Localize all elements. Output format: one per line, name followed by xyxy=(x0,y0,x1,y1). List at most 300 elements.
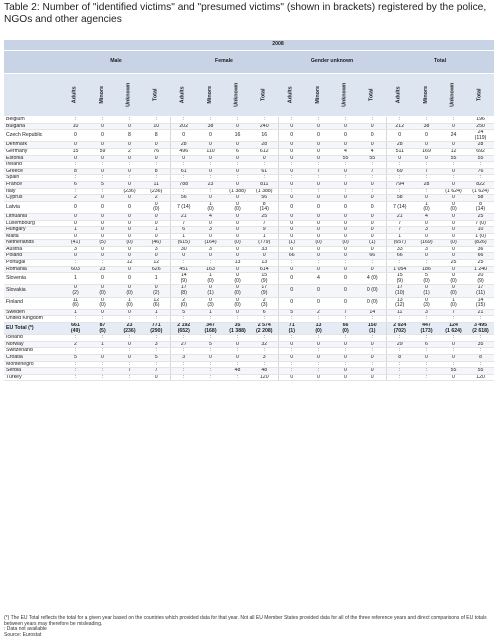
value-cell: 0 xyxy=(62,213,89,220)
value-cell: 5 xyxy=(89,181,116,188)
country-name: France xyxy=(4,181,62,188)
value-cell: 0 xyxy=(197,233,224,240)
value-cell: : xyxy=(197,361,224,368)
value-cell: 23 (236) xyxy=(116,323,143,335)
value-cell: 0 xyxy=(440,233,467,240)
value-cell: : xyxy=(440,316,467,323)
value-cell: : xyxy=(440,175,467,182)
value-cell: 0 xyxy=(89,253,116,260)
value-cell: 0 xyxy=(278,220,305,227)
value-cell: 0 xyxy=(143,233,170,240)
value-cell: : xyxy=(224,335,251,342)
value-cell: : xyxy=(62,117,89,124)
value-cell: 0 xyxy=(224,253,251,260)
value-cell: : xyxy=(197,188,224,195)
value-cell: 28 xyxy=(467,142,494,149)
value-cell: 0 (0) xyxy=(224,273,251,285)
value-cell: : xyxy=(359,361,386,368)
subcolumn-label: Adults xyxy=(395,86,402,104)
value-cell: : xyxy=(440,335,467,342)
value-cell: : xyxy=(89,316,116,323)
value-cell: : xyxy=(332,188,359,195)
value-cell: 0 xyxy=(332,253,359,260)
subcolumn-header-unknown xyxy=(224,74,251,117)
table-row xyxy=(4,148,494,155)
value-cell: 15 (9) xyxy=(386,273,413,285)
value-cell: 25 xyxy=(251,213,278,220)
value-cell: 7 xyxy=(359,168,386,175)
value-cell: 66 (0) xyxy=(332,323,359,335)
value-cell: 0 xyxy=(89,201,116,213)
value-cell: : xyxy=(224,361,251,368)
value-cell: : xyxy=(305,162,332,169)
value-cell: 24 (119) xyxy=(467,130,494,142)
subcolumn-label: Total xyxy=(260,88,267,102)
value-cell: 17 (10) xyxy=(386,285,413,297)
value-cell: : xyxy=(278,335,305,342)
value-cell: 55 xyxy=(440,368,467,375)
value-cell: 0 xyxy=(440,181,467,188)
value-cell: 0 xyxy=(440,266,467,273)
subcolumn-label: Unknown xyxy=(449,82,456,108)
value-cell: 0 xyxy=(305,148,332,155)
value-cell: : xyxy=(116,117,143,124)
value-cell: 0 (3) xyxy=(197,297,224,309)
value-cell: 0 xyxy=(278,130,305,142)
value-cell: : xyxy=(440,348,467,355)
value-cell: 30 xyxy=(170,246,197,253)
value-cell: 603 xyxy=(62,266,89,273)
country-name: Hungary xyxy=(4,227,62,234)
value-cell: 0 xyxy=(305,246,332,253)
value-cell: 33 xyxy=(251,246,278,253)
value-cell: 3 xyxy=(251,354,278,361)
value-cell: 0 xyxy=(224,195,251,202)
value-cell: : xyxy=(116,162,143,169)
value-cell: 66 xyxy=(386,253,413,260)
value-cell: 48 xyxy=(251,368,278,375)
value-cell: 6 xyxy=(251,309,278,316)
value-cell: 0 xyxy=(116,253,143,260)
value-cell: : xyxy=(197,117,224,124)
value-cell: 0 xyxy=(305,285,332,297)
value-cell: : xyxy=(440,117,467,124)
value-cell: : xyxy=(197,335,224,342)
value-cell: 21 xyxy=(170,213,197,220)
value-cell: 7 xyxy=(332,309,359,316)
value-cell: : xyxy=(413,335,440,342)
table-row xyxy=(4,368,494,375)
table-row xyxy=(4,155,494,162)
header-corner xyxy=(4,51,62,74)
value-cell: 12 xyxy=(440,148,467,155)
value-cell: 0 (0) xyxy=(224,285,251,297)
value-cell: : xyxy=(89,361,116,368)
value-cell: 451 xyxy=(170,266,197,273)
value-cell: 0 xyxy=(197,130,224,142)
value-cell: 0 xyxy=(278,341,305,348)
value-cell: 0 (0) xyxy=(359,297,386,309)
value-cell: : xyxy=(116,361,143,368)
value-cell: 0 xyxy=(305,233,332,240)
value-cell: 0 xyxy=(332,201,359,213)
value-cell: 0 xyxy=(440,246,467,253)
value-cell: : xyxy=(224,348,251,355)
value-cell: 0 xyxy=(305,266,332,273)
value-cell: 0 xyxy=(116,354,143,361)
country-name: EU Total (*) xyxy=(4,323,62,335)
value-cell: 1 xyxy=(89,341,116,348)
value-cell: 0 xyxy=(305,142,332,149)
value-cell: 4 (0) xyxy=(359,273,386,285)
value-cell: 0 xyxy=(332,213,359,220)
header-corner xyxy=(4,40,62,51)
subcolumn-header-adults xyxy=(386,74,413,117)
value-cell: 0 (0) xyxy=(224,201,251,213)
value-cell: 120 xyxy=(467,374,494,381)
value-cell: 1 xyxy=(143,273,170,285)
value-cell: 4 xyxy=(197,213,224,220)
value-cell: 4 xyxy=(413,213,440,220)
value-cell: : xyxy=(278,175,305,182)
value-cell: 0 xyxy=(143,155,170,162)
value-cell: 7 xyxy=(143,368,170,375)
table-row xyxy=(4,335,494,342)
value-cell: 0 xyxy=(413,142,440,149)
value-cell: 0 (0) xyxy=(143,201,170,213)
subcolumn-header-adults xyxy=(278,74,305,117)
value-cell: 0 xyxy=(62,233,89,240)
country-name: Switzerland xyxy=(4,348,62,355)
value-cell: 0 xyxy=(332,233,359,240)
value-cell: 0 xyxy=(305,213,332,220)
value-cell: 28 xyxy=(386,142,413,149)
value-cell: : xyxy=(467,162,494,169)
value-cell: : xyxy=(413,316,440,323)
table-title: Table 2: Number of "identified victims" and "presumed victims" (shown in brackets) registered by the police, NGOs and other agencies xyxy=(4,2,487,25)
value-cell: 0 xyxy=(332,341,359,348)
value-cell: : xyxy=(440,361,467,368)
value-cell: 0 xyxy=(278,227,305,234)
value-cell: 59 xyxy=(89,148,116,155)
value-cell: 1 240 xyxy=(467,266,494,273)
value-cell: 196 xyxy=(467,117,494,124)
value-cell: 17 (11) xyxy=(467,285,494,297)
table-row xyxy=(4,181,494,188)
subcolumn-label: Total xyxy=(368,88,375,102)
value-cell: 0 xyxy=(413,220,440,227)
value-cell: 55 xyxy=(467,368,494,375)
value-cell: 3 xyxy=(197,227,224,234)
value-cell: 0 xyxy=(197,195,224,202)
table-row xyxy=(4,168,494,175)
value-cell: : xyxy=(386,117,413,124)
value-cell: 0 (3) xyxy=(413,297,440,309)
value-cell: 0 xyxy=(224,354,251,361)
subcolumn-label: Adults xyxy=(287,86,294,104)
value-cell: 3 xyxy=(62,246,89,253)
subcolumn-label: Minors xyxy=(422,86,429,104)
value-cell: 614 xyxy=(251,266,278,273)
value-cell: : xyxy=(170,188,197,195)
value-cell: 5 xyxy=(278,309,305,316)
value-cell: : xyxy=(386,260,413,267)
value-cell: 511 xyxy=(386,148,413,155)
value-cell: 2 xyxy=(62,195,89,202)
value-cell: 0 xyxy=(278,233,305,240)
value-cell: 9 xyxy=(251,227,278,234)
value-cell: (1) xyxy=(278,240,305,247)
value-cell: 0 xyxy=(278,374,305,381)
value-cell: 8 xyxy=(62,168,89,175)
value-cell: 120 xyxy=(251,374,278,381)
value-cell: : xyxy=(89,188,116,195)
value-cell: : xyxy=(143,175,170,182)
value-cell: 23 xyxy=(197,181,224,188)
value-cell: : xyxy=(224,117,251,124)
value-cell: : xyxy=(197,162,224,169)
value-cell: 21 xyxy=(467,309,494,316)
country-name: Greece xyxy=(4,168,62,175)
table-row xyxy=(4,213,494,220)
value-cell: : xyxy=(143,117,170,124)
value-cell: 55 xyxy=(359,155,386,162)
value-cell: 0 (0) xyxy=(224,297,251,309)
value-cell: 6 xyxy=(224,148,251,155)
value-cell: 202 xyxy=(170,123,197,130)
value-cell: 186 xyxy=(413,266,440,273)
value-cell: 0 xyxy=(332,130,359,142)
value-cell: 3 xyxy=(143,246,170,253)
table-row xyxy=(4,273,494,285)
value-cell: 7 xyxy=(386,220,413,227)
value-cell: 2 192 (652) xyxy=(170,323,197,335)
value-cell: 13 (12) xyxy=(386,297,413,309)
value-cell: 8 (14) xyxy=(251,201,278,213)
value-cell: : xyxy=(197,374,224,381)
value-cell: 0 xyxy=(251,155,278,162)
value-cell: 0 xyxy=(332,195,359,202)
value-cell: 66 xyxy=(359,253,386,260)
value-cell: 12 (6) xyxy=(143,297,170,309)
value-cell: 0 xyxy=(359,220,386,227)
value-cell: 0 xyxy=(440,227,467,234)
value-cell: 0 xyxy=(278,246,305,253)
value-cell: 0 xyxy=(278,266,305,273)
value-cell: 0 xyxy=(89,220,116,227)
value-cell: 1 (0) xyxy=(413,201,440,213)
value-cell: 25 xyxy=(467,260,494,267)
value-cell: 0 xyxy=(359,123,386,130)
subcolumn-header-unknown xyxy=(332,74,359,117)
table-row xyxy=(4,374,494,381)
value-cell: 0 xyxy=(116,273,143,285)
value-cell: 0 xyxy=(116,181,143,188)
value-cell: 12 xyxy=(143,260,170,267)
country-name: Netherlands xyxy=(4,240,62,247)
value-cell: : xyxy=(116,316,143,323)
value-cell: (1) xyxy=(359,240,386,247)
value-cell: 0 xyxy=(89,273,116,285)
value-cell: 0 xyxy=(278,142,305,149)
value-cell: 0 xyxy=(413,155,440,162)
value-cell: : xyxy=(278,162,305,169)
table-row xyxy=(4,260,494,267)
value-cell: : xyxy=(224,316,251,323)
value-cell: 7 xyxy=(170,220,197,227)
value-cell: : xyxy=(89,368,116,375)
value-cell: 3 xyxy=(413,246,440,253)
value-cell: 17 (9) xyxy=(251,285,278,297)
value-cell: (5) xyxy=(89,240,116,247)
table-row xyxy=(4,220,494,227)
country-name: Malta xyxy=(4,233,62,240)
value-cell: 2 xyxy=(143,195,170,202)
value-cell: 55 xyxy=(332,155,359,162)
value-cell: 692 xyxy=(467,148,494,155)
value-cell: 2 xyxy=(116,148,143,155)
value-cell: 71 (1) xyxy=(278,323,305,335)
value-cell: 0 xyxy=(413,233,440,240)
value-cell: 15 xyxy=(62,148,89,155)
value-cell: : xyxy=(197,348,224,355)
value-cell: 0 xyxy=(359,368,386,375)
subcolumn-header-total xyxy=(359,74,386,117)
value-cell: 0 xyxy=(278,273,305,285)
country-name: United Kingdom xyxy=(4,316,62,323)
value-cell: 0 xyxy=(359,213,386,220)
value-cell: (164) xyxy=(197,240,224,247)
value-cell: : xyxy=(413,260,440,267)
value-cell: 0 xyxy=(332,273,359,285)
value-cell: 788 xyxy=(170,181,197,188)
value-cell: 0 (0) xyxy=(89,285,116,297)
country-name: Denmark xyxy=(4,142,62,149)
value-cell: 0 xyxy=(305,130,332,142)
value-cell: : xyxy=(413,162,440,169)
value-cell: 0 xyxy=(224,123,251,130)
value-cell: 0 xyxy=(332,142,359,149)
value-cell: 5 (0) xyxy=(413,273,440,285)
value-cell: : xyxy=(251,316,278,323)
value-cell: : xyxy=(170,348,197,355)
value-cell: 0 xyxy=(278,123,305,130)
value-cell: 15 (9) xyxy=(251,273,278,285)
value-cell: 56 xyxy=(251,195,278,202)
value-cell: : xyxy=(170,117,197,124)
subcolumn-label: Minors xyxy=(206,86,213,104)
value-cell: : xyxy=(305,368,332,375)
value-cell: 0 xyxy=(143,374,170,381)
value-cell: (0) xyxy=(332,240,359,247)
value-cell: : xyxy=(278,361,305,368)
value-cell: : xyxy=(386,361,413,368)
value-cell: : xyxy=(413,348,440,355)
value-cell: 240 xyxy=(251,123,278,130)
value-cell: 0 xyxy=(89,155,116,162)
value-cell: 58 xyxy=(386,195,413,202)
value-cell: 2 (0) xyxy=(170,297,197,309)
value-cell: 0 xyxy=(359,227,386,234)
value-cell: 0 xyxy=(359,181,386,188)
value-cell: : xyxy=(332,316,359,323)
value-cell: : xyxy=(359,175,386,182)
value-cell: 6 xyxy=(62,181,89,188)
value-cell: 0 xyxy=(89,168,116,175)
value-cell: 0 xyxy=(440,123,467,130)
value-cell: 13 xyxy=(251,260,278,267)
value-cell: : xyxy=(359,348,386,355)
value-cell: 0 xyxy=(116,123,143,130)
value-cell: 27 xyxy=(170,341,197,348)
value-cell: 0 xyxy=(116,168,143,175)
group-header-female: Female xyxy=(170,51,278,74)
value-cell: 0 xyxy=(143,142,170,149)
value-cell: : xyxy=(62,335,89,342)
value-cell: 0 xyxy=(278,148,305,155)
value-cell: 1 xyxy=(62,309,89,316)
value-cell: 0 xyxy=(332,374,359,381)
value-cell: 38 xyxy=(413,123,440,130)
value-cell: : xyxy=(278,316,305,323)
table-row xyxy=(4,323,494,335)
value-cell: 3 xyxy=(413,227,440,234)
value-cell: 5 xyxy=(197,341,224,348)
value-cell: : xyxy=(62,188,89,195)
value-cell: 7 xyxy=(251,220,278,227)
value-cell: 0 xyxy=(386,130,413,142)
value-cell: 8 xyxy=(467,354,494,361)
value-cell: 0 xyxy=(332,227,359,234)
value-cell: 0 xyxy=(386,155,413,162)
value-cell: 0 xyxy=(413,354,440,361)
value-cell: 14 (9) xyxy=(170,273,197,285)
country-name: Finland xyxy=(4,297,62,309)
subcolumn-label: Unknown xyxy=(125,82,132,108)
value-cell: 0 xyxy=(440,341,467,348)
value-cell: : xyxy=(116,335,143,342)
value-cell: (46) xyxy=(143,240,170,247)
value-cell: 0 xyxy=(224,181,251,188)
value-cell: 13 (0) xyxy=(305,323,332,335)
value-cell: 794 xyxy=(386,181,413,188)
value-cell: 163 xyxy=(197,266,224,273)
value-cell: 0 xyxy=(89,142,116,149)
value-cell: 0 xyxy=(89,227,116,234)
value-cell: : xyxy=(386,374,413,381)
value-cell: 6 xyxy=(413,341,440,348)
value-cell: 150 (1) xyxy=(359,323,386,335)
value-cell: 0 xyxy=(278,155,305,162)
value-cell: 1 (0) xyxy=(467,233,494,240)
value-cell: 0 (0) xyxy=(440,273,467,285)
table-notes xyxy=(4,616,492,638)
value-cell: 0 xyxy=(89,309,116,316)
value-cell: 0 xyxy=(440,354,467,361)
value-cell: 36 xyxy=(467,246,494,253)
value-cell: (826) xyxy=(467,240,494,247)
value-cell: 0 xyxy=(440,220,467,227)
value-cell: (0) xyxy=(224,240,251,247)
value-cell: (615) xyxy=(170,240,197,247)
value-cell: 347 (168) xyxy=(197,323,224,335)
value-cell: : xyxy=(143,316,170,323)
value-cell: 0 xyxy=(440,168,467,175)
value-cell: 0 xyxy=(440,195,467,202)
value-cell: 55 xyxy=(467,155,494,162)
value-cell: 0 xyxy=(170,155,197,162)
value-cell: : xyxy=(305,260,332,267)
